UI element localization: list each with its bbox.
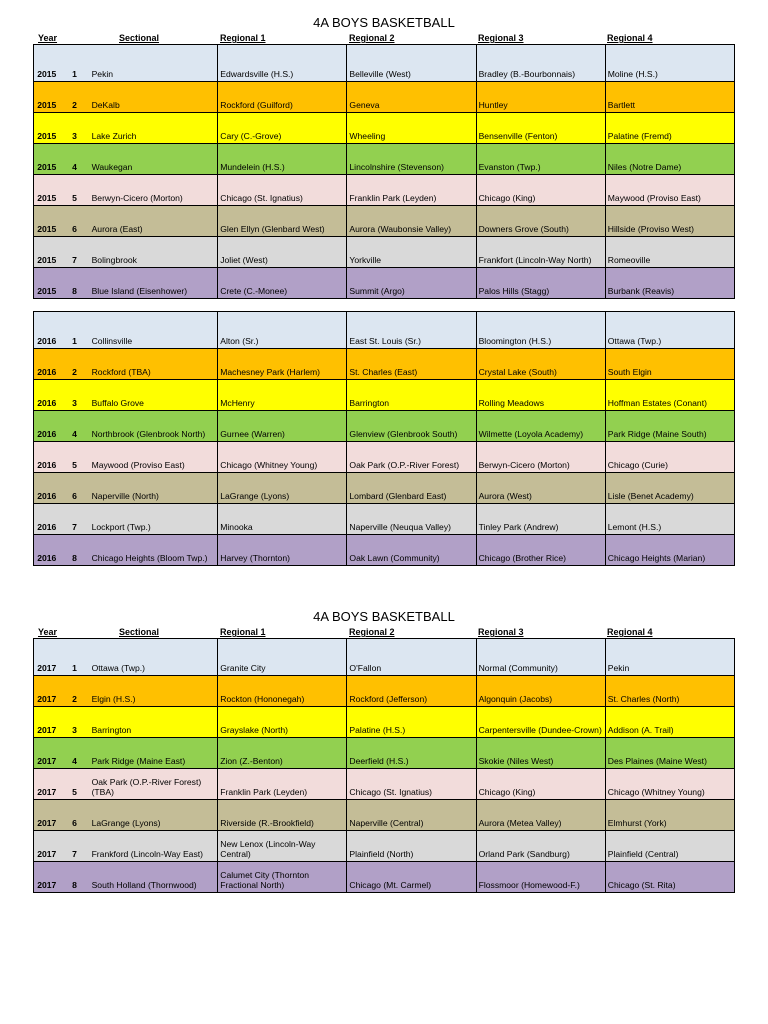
regional-1-cell: Rockton (Hononegah) [218, 676, 347, 707]
regional-3-cell: Tinley Park (Andrew) [476, 504, 605, 535]
header-regional-1: Regional 1 [220, 33, 266, 43]
regional-1-cell: Franklin Park (Leyden) [218, 769, 347, 800]
table-row [34, 442, 735, 473]
sectional-number-cell: 4 [60, 144, 90, 175]
regional-2-cell: Lincolnshire (Stevenson) [347, 144, 476, 175]
regional-3-cell: Carpentersville (Dundee-Crown) [476, 707, 605, 738]
sectional-cell: DeKalb [90, 82, 218, 113]
sectional-number-cell: 6 [60, 800, 90, 831]
header-sectional: Sectional [119, 33, 160, 43]
sectional-cell: Bolingbrook [90, 237, 218, 268]
regional-3-cell: Bensenville (Fenton) [476, 113, 605, 144]
regional-3-cell: Wilmette (Loyola Academy) [476, 411, 605, 442]
year-cell: 2017 [34, 862, 60, 893]
year-cell: 2016 [34, 349, 60, 380]
regional-2-cell: Deerfield (H.S.) [347, 738, 476, 769]
regional-4-cell: Hoffman Estates (Conant) [605, 380, 734, 411]
regional-4-cell: Maywood (Proviso East) [605, 175, 734, 206]
sheet-title: 4A BOYS BASKETBALL [313, 15, 455, 30]
regional-1-cell: Calumet City (Thornton Fractional North) [218, 862, 347, 893]
year-cell: 2016 [34, 473, 60, 504]
sectional-cell: Blue Island (Eisenhower) [90, 268, 218, 299]
header-regional-1-2: Regional 1 [220, 627, 266, 637]
regional-4-cell: Moline (H.S.) [605, 45, 734, 82]
header-regional-3-2: Regional 3 [478, 627, 524, 637]
regional-4-cell: St. Charles (North) [605, 676, 734, 707]
sectional-cell: Naperville (North) [90, 473, 218, 504]
sectional-cell: Elgin (H.S.) [90, 676, 218, 707]
table-row [34, 800, 735, 831]
sectional-number-cell: 3 [60, 113, 90, 144]
sectional-cell: Frankford (Lincoln-Way East) [90, 831, 218, 862]
header-regional-2: Regional 2 [349, 33, 395, 43]
year-cell: 2015 [34, 144, 60, 175]
sectional-cell: Barrington [90, 707, 218, 738]
regional-1-cell: McHenry [218, 380, 347, 411]
regional-4-cell: Lemont (H.S.) [605, 504, 734, 535]
sectional-cell: Chicago Heights (Bloom Twp.) [90, 535, 218, 566]
regional-4-cell: Chicago Heights (Marian) [605, 535, 734, 566]
sectional-number-cell: 1 [60, 312, 90, 349]
regional-3-cell: Frankfort (Lincoln-Way North) [476, 237, 605, 268]
regional-3-cell: Normal (Community) [476, 639, 605, 676]
table-row [34, 738, 735, 769]
table-row [34, 504, 735, 535]
header-regional-4-2: Regional 4 [607, 627, 653, 637]
regional-2-cell: East St. Louis (Sr.) [347, 312, 476, 349]
year-cell: 2016 [34, 312, 60, 349]
regional-3-cell: Orland Park (Sandburg) [476, 831, 605, 862]
sectional-number-cell: 8 [60, 268, 90, 299]
year-cell: 2015 [34, 45, 60, 82]
year-cell: 2016 [34, 442, 60, 473]
regional-3-cell: Bradley (B.-Bourbonnais) [476, 45, 605, 82]
regional-1-cell: Rockford (Guilford) [218, 82, 347, 113]
regional-3-cell: Flossmoor (Homewood-F.) [476, 862, 605, 893]
regional-4-cell: Romeoville [605, 237, 734, 268]
regional-2-cell: Glenview (Glenbrook South) [347, 411, 476, 442]
sectional-number-cell: 6 [60, 473, 90, 504]
table-row [34, 144, 735, 175]
table-row [34, 676, 735, 707]
table-row [34, 639, 735, 676]
table-row [34, 707, 735, 738]
table-row [34, 769, 735, 800]
regional-1-cell: Zion (Z.-Benton) [218, 738, 347, 769]
regional-3-cell: Evanston (Twp.) [476, 144, 605, 175]
sectional-number-cell: 3 [60, 380, 90, 411]
sectional-cell: Lake Zurich [90, 113, 218, 144]
regional-2-cell: Lombard (Glenbard East) [347, 473, 476, 504]
table-row [34, 862, 735, 893]
table-row [34, 175, 735, 206]
regional-2-cell: Aurora (Waubonsie Valley) [347, 206, 476, 237]
year-cell: 2016 [34, 504, 60, 535]
table-row [34, 268, 735, 299]
year-cell: 2015 [34, 82, 60, 113]
regional-3-cell: Crystal Lake (South) [476, 349, 605, 380]
regional-1-cell: Riverside (R.-Brookfield) [218, 800, 347, 831]
year-cell: 2017 [34, 707, 60, 738]
regional-3-cell: Skokie (Niles West) [476, 738, 605, 769]
year-cell: 2016 [34, 380, 60, 411]
regional-1-cell: Minooka [218, 504, 347, 535]
sectional-number-cell: 1 [60, 45, 90, 82]
sectional-cell: Aurora (East) [90, 206, 218, 237]
regional-2-cell: Yorkville [347, 237, 476, 268]
regional-3-cell: Berwyn-Cicero (Morton) [476, 442, 605, 473]
year-cell: 2016 [34, 535, 60, 566]
regional-4-cell: Chicago (St. Rita) [605, 862, 734, 893]
regional-1-cell: Chicago (St. Ignatius) [218, 175, 347, 206]
table-row [34, 380, 735, 411]
regional-4-cell: Ottawa (Twp.) [605, 312, 734, 349]
sectional-number-cell: 4 [60, 738, 90, 769]
regional-4-cell: Palatine (Fremd) [605, 113, 734, 144]
year-cell: 2017 [34, 831, 60, 862]
regional-4-cell: Chicago (Whitney Young) [605, 769, 734, 800]
year-cell: 2017 [34, 738, 60, 769]
sectional-number-cell: 5 [60, 175, 90, 206]
regional-3-cell: Bloomington (H.S.) [476, 312, 605, 349]
regional-4-cell: Elmhurst (York) [605, 800, 734, 831]
sectional-number-cell: 1 [60, 639, 90, 676]
sheet-title-2: 4A BOYS BASKETBALL [313, 609, 455, 624]
header-year: Year [38, 33, 58, 43]
regional-4-cell: Bartlett [605, 82, 734, 113]
regional-2-cell: O'Fallon [347, 639, 476, 676]
table-row [34, 473, 735, 504]
regional-2-cell: Franklin Park (Leyden) [347, 175, 476, 206]
regional-3-cell: Aurora (Metea Valley) [476, 800, 605, 831]
table-row [34, 237, 735, 268]
regional-1-cell: Gurnee (Warren) [218, 411, 347, 442]
year-cell: 2015 [34, 113, 60, 144]
table-row [34, 831, 735, 862]
header-year-2: Year [38, 627, 58, 637]
sectional-cell: Buffalo Grove [90, 380, 218, 411]
sectional-cell: Northbrook (Glenbrook North) [90, 411, 218, 442]
table-row [34, 349, 735, 380]
regional-4-cell: Hillside (Proviso West) [605, 206, 734, 237]
sectional-cell: Park Ridge (Maine East) [90, 738, 218, 769]
regional-1-cell: Glen Ellyn (Glenbard West) [218, 206, 347, 237]
sectional-number-cell: 5 [60, 769, 90, 800]
sectional-number-cell: 3 [60, 707, 90, 738]
schedule-table-2015 [33, 44, 735, 299]
year-cell: 2017 [34, 800, 60, 831]
table-row [34, 82, 735, 113]
regional-4-cell: Chicago (Curie) [605, 442, 734, 473]
year-cell: 2016 [34, 411, 60, 442]
regional-4-cell: Pekin [605, 639, 734, 676]
regional-1-cell: Alton (Sr.) [218, 312, 347, 349]
regional-3-cell: Chicago (King) [476, 769, 605, 800]
regional-1-cell: Cary (C.-Grove) [218, 113, 347, 144]
regional-1-cell: New Lenox (Lincoln-Way Central) [218, 831, 347, 862]
regional-2-cell: Chicago (Mt. Carmel) [347, 862, 476, 893]
sectional-cell: Collinsville [90, 312, 218, 349]
regional-2-cell: Wheeling [347, 113, 476, 144]
regional-4-cell: Des Plaines (Maine West) [605, 738, 734, 769]
header-regional-2-2: Regional 2 [349, 627, 395, 637]
sectional-cell: Maywood (Proviso East) [90, 442, 218, 473]
sectional-cell: Lockport (Twp.) [90, 504, 218, 535]
regional-3-cell: Rolling Meadows [476, 380, 605, 411]
table-row [34, 45, 735, 82]
sectional-cell: Waukegan [90, 144, 218, 175]
header-regional-3: Regional 3 [478, 33, 524, 43]
regional-2-cell: Naperville (Neuqua Valley) [347, 504, 476, 535]
sectional-number-cell: 8 [60, 535, 90, 566]
regional-3-cell: Chicago (King) [476, 175, 605, 206]
regional-4-cell: Niles (Notre Dame) [605, 144, 734, 175]
regional-1-cell: Machesney Park (Harlem) [218, 349, 347, 380]
regional-2-cell: Belleville (West) [347, 45, 476, 82]
year-cell: 2015 [34, 237, 60, 268]
regional-1-cell: Grayslake (North) [218, 707, 347, 738]
sectional-number-cell: 5 [60, 442, 90, 473]
regional-2-cell: Geneva [347, 82, 476, 113]
regional-2-cell: Chicago (St. Ignatius) [347, 769, 476, 800]
regional-1-cell: Mundelein (H.S.) [218, 144, 347, 175]
sectional-number-cell: 4 [60, 411, 90, 442]
regional-3-cell: Huntley [476, 82, 605, 113]
regional-2-cell: Naperville (Central) [347, 800, 476, 831]
regional-3-cell: Aurora (West) [476, 473, 605, 504]
header-regional-4: Regional 4 [607, 33, 653, 43]
regional-1-cell: Crete (C.-Monee) [218, 268, 347, 299]
year-cell: 2015 [34, 268, 60, 299]
regional-1-cell: Joliet (West) [218, 237, 347, 268]
regional-4-cell: Plainfield (Central) [605, 831, 734, 862]
schedule-table-2017 [33, 638, 735, 893]
sectional-number-cell: 8 [60, 862, 90, 893]
table-row [34, 411, 735, 442]
year-cell: 2017 [34, 639, 60, 676]
year-cell: 2017 [34, 769, 60, 800]
sectional-cell: Ottawa (Twp.) [90, 639, 218, 676]
year-cell: 2017 [34, 676, 60, 707]
regional-4-cell: Burbank (Reavis) [605, 268, 734, 299]
sectional-number-cell: 2 [60, 82, 90, 113]
regional-1-cell: Edwardsville (H.S.) [218, 45, 347, 82]
sectional-cell: South Holland (Thornwood) [90, 862, 218, 893]
regional-3-cell: Chicago (Brother Rice) [476, 535, 605, 566]
regional-3-cell: Algonquin (Jacobs) [476, 676, 605, 707]
sectional-cell: Rockford (TBA) [90, 349, 218, 380]
regional-2-cell: Barrington [347, 380, 476, 411]
header-sectional-2: Sectional [119, 627, 160, 637]
regional-2-cell: Oak Park (O.P.-River Forest) [347, 442, 476, 473]
sectional-number-cell: 2 [60, 676, 90, 707]
sectional-number-cell: 7 [60, 831, 90, 862]
sectional-number-cell: 2 [60, 349, 90, 380]
regional-4-cell: Addison (A. Trail) [605, 707, 734, 738]
sectional-cell: Oak Park (O.P.-River Forest) (TBA) [90, 769, 218, 800]
year-cell: 2015 [34, 175, 60, 206]
regional-2-cell: Palatine (H.S.) [347, 707, 476, 738]
regional-1-cell: Harvey (Thornton) [218, 535, 347, 566]
regional-4-cell: Park Ridge (Maine South) [605, 411, 734, 442]
sectional-cell: Berwyn-Cicero (Morton) [90, 175, 218, 206]
regional-3-cell: Palos Hills (Stagg) [476, 268, 605, 299]
sectional-number-cell: 7 [60, 504, 90, 535]
sectional-number-cell: 7 [60, 237, 90, 268]
schedule-table-2016 [33, 311, 735, 566]
regional-4-cell: South Elgin [605, 349, 734, 380]
sectional-cell: LaGrange (Lyons) [90, 800, 218, 831]
regional-3-cell: Downers Grove (South) [476, 206, 605, 237]
regional-2-cell: Rockford (Jefferson) [347, 676, 476, 707]
table-row [34, 113, 735, 144]
table-row [34, 206, 735, 237]
table-row [34, 535, 735, 566]
regional-2-cell: Summit (Argo) [347, 268, 476, 299]
regional-1-cell: Chicago (Whitney Young) [218, 442, 347, 473]
regional-2-cell: Oak Lawn (Community) [347, 535, 476, 566]
sectional-number-cell: 6 [60, 206, 90, 237]
regional-2-cell: Plainfield (North) [347, 831, 476, 862]
regional-2-cell: St. Charles (East) [347, 349, 476, 380]
regional-1-cell: Granite City [218, 639, 347, 676]
sectional-cell: Pekin [90, 45, 218, 82]
table-row [34, 312, 735, 349]
regional-4-cell: Lisle (Benet Academy) [605, 473, 734, 504]
regional-1-cell: LaGrange (Lyons) [218, 473, 347, 504]
year-cell: 2015 [34, 206, 60, 237]
